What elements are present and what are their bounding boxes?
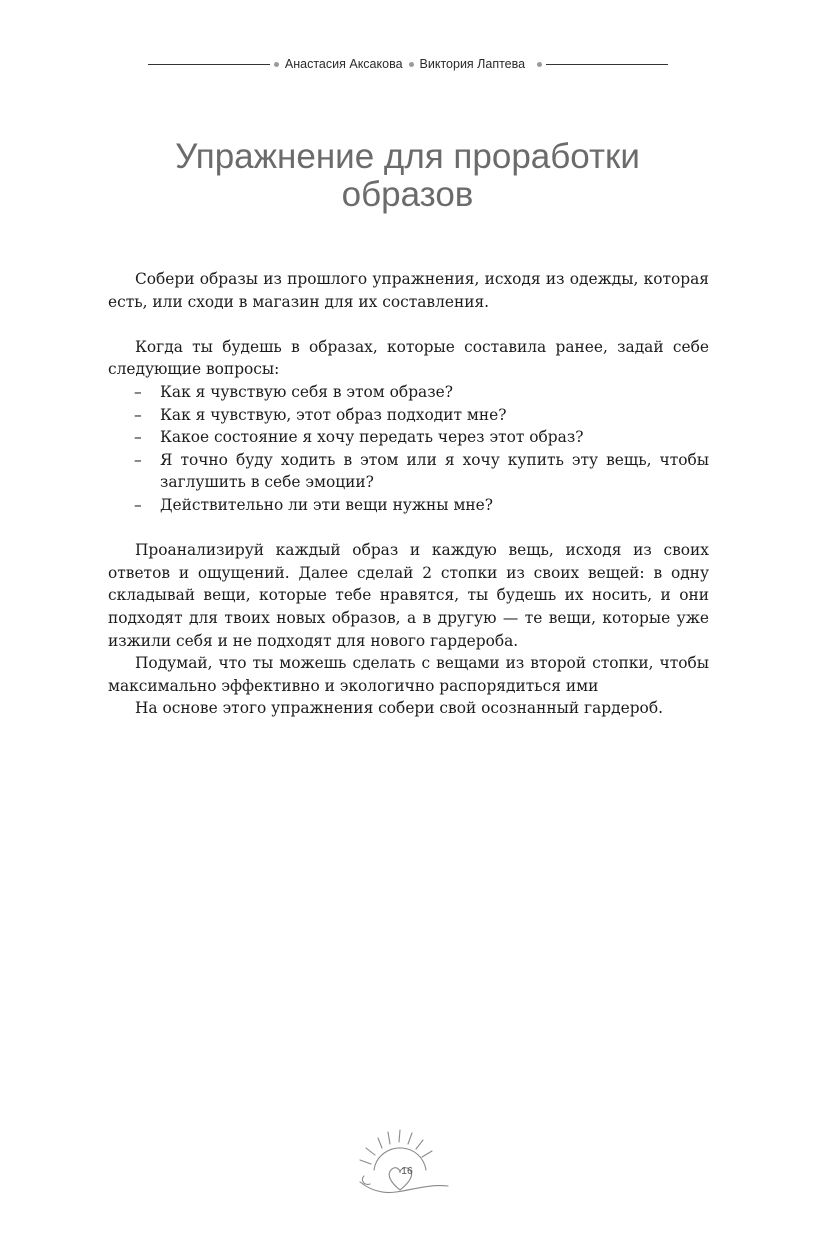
body-text bbox=[108, 268, 709, 720]
header-author-1: Анастасия Аксакова bbox=[284, 57, 403, 71]
chapter-title bbox=[100, 138, 715, 214]
chapter-title-line-1: Упражнение для проработки bbox=[175, 137, 640, 176]
list-item: – Действительно ли эти вещи нужны мне? bbox=[134, 495, 494, 514]
list-item: – Какое состояние я хочу передать через этот образ? bbox=[134, 428, 584, 447]
chapter-title-line-2: образов bbox=[341, 175, 474, 214]
header-author-2: Виктория Лаптева bbox=[419, 57, 526, 71]
page-number: 16 bbox=[401, 1165, 413, 1177]
list-item: – Как я чувствую себя в этом образе? bbox=[134, 382, 453, 401]
header-dot-icon bbox=[409, 62, 414, 67]
paragraph-intro: Собери образы из прошлого упражнения, исходя из одежды, которая есть, или сходи в магазин для их составления. bbox=[108, 270, 709, 311]
paragraph-conclusion: На основе этого упражнения собери свой осознанный гардероб. bbox=[135, 699, 663, 718]
header-dot-icon bbox=[537, 62, 542, 67]
list-item: – Я точно буду ходить в этом или я хочу купить эту вещь, чтобы заглушить в себе эмоции? bbox=[134, 450, 709, 492]
running-header bbox=[148, 56, 668, 72]
paragraph-analysis: Проанализируй каждый образ и каждую вещь, исходя из своих ответов и ощущений. Далее сделай 2 стопки из своих вещей: в одну складывай вещи, которые тебе нравятся, ты будешь их носить, и они подходят для твоих новых образов, а в другую — те вещи, которые уже изжили себя и не подходят для нового гардероба. bbox=[108, 541, 709, 650]
header-dot-icon bbox=[274, 62, 279, 67]
paragraph-questions-intro: Когда ты будешь в образах, которые составила ранее, задай себе следующие вопросы: bbox=[108, 337, 709, 379]
paragraph-second-pile: Подумай, что ты можешь сделать с вещами из второй стопки, чтобы максимально эффективно и экологично распорядиться ими bbox=[108, 654, 709, 695]
header-rule-left bbox=[148, 64, 270, 65]
header-rule-right bbox=[546, 64, 668, 65]
list-item: – Как я чувствую, этот образ подходит мне? bbox=[134, 405, 507, 424]
questions-list bbox=[108, 381, 709, 517]
